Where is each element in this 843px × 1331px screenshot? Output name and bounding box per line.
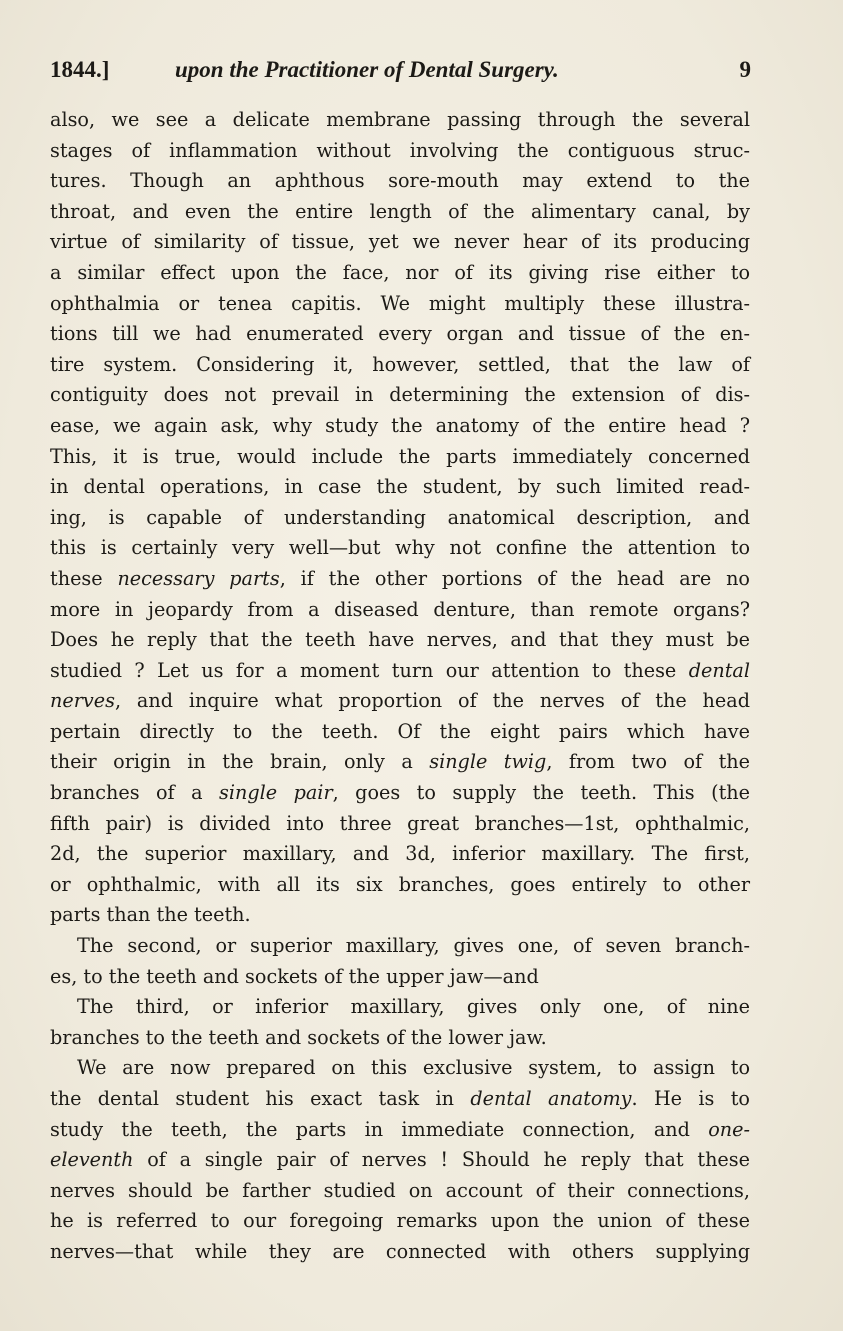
line-text: tions till we had enumerated every organ and tissue of the en- [50, 322, 750, 346]
text-line [50, 1053, 750, 1084]
line-text: virtue of similarity of tissue, yet we never hear of its producing [50, 230, 750, 254]
line-text: this is certainly very well—but why not confine the attention to [50, 536, 750, 560]
text-line [50, 533, 750, 564]
text-line [50, 686, 750, 717]
text-line [50, 931, 750, 962]
emphasis-text: single twig [429, 750, 547, 774]
page-number: 9 [739, 57, 751, 82]
line-text: their origin in the brain, only a [50, 750, 430, 774]
running-head [50, 57, 751, 85]
text-line [50, 1145, 750, 1176]
text-line [50, 992, 750, 1023]
line-text: ophthalmia or tenea capitis. We might multiply these illustra- [50, 291, 750, 315]
line-text: tures. Though an aphthous sore-mouth may extend to the [50, 169, 750, 193]
emphasis-text: nerves [50, 689, 115, 713]
line-text: the dental student his exact task in [50, 1087, 471, 1110]
text-line [50, 656, 750, 687]
emphasis-text: dental [688, 658, 750, 682]
text-line [50, 136, 750, 167]
text-line [50, 289, 750, 320]
line-text: , goes to supply the teeth. This (the [332, 781, 750, 805]
text-line [50, 197, 750, 228]
text-line [50, 380, 750, 411]
text-line [50, 1206, 750, 1237]
line-text: This, it is true, would include the parts immediately concerned [50, 444, 750, 468]
text-line [50, 778, 750, 809]
body-text [50, 105, 750, 1268]
text-line [50, 105, 750, 136]
line-text: in dental operations, in case the student, by such limited read- [50, 475, 750, 499]
text-line [50, 350, 750, 381]
text-line [50, 870, 750, 901]
line-text: these [50, 566, 118, 590]
text-line [50, 411, 750, 442]
emphasis-text: single pair [219, 781, 333, 805]
line-text: 2d, the superior maxillary, and 3d, inferior maxillary. The first, [50, 842, 750, 866]
line-text: es, to the teeth and sockets of the upper jaw—and [50, 964, 539, 988]
line-text: The third, or inferior maxillary, gives only one, of nine [77, 995, 750, 1019]
line-text: he is referred to our foregoing remarks upon the union of these [50, 1209, 750, 1233]
text-line [50, 166, 750, 197]
text-line [50, 564, 750, 595]
line-text: ing, is capable of understanding anatomical description, and [50, 505, 750, 529]
text-line [50, 747, 750, 778]
line-text: pertain directly to the teeth. Of the eight pairs which have [50, 719, 750, 743]
line-text: , from two of the [546, 750, 751, 774]
header-title: upon the Practitioner of Dental Surgery. [175, 57, 559, 82]
line-text: studied ? Let us for a moment turn our attention to these [50, 658, 689, 682]
text-line [50, 962, 750, 993]
text-line [50, 595, 750, 626]
line-text: parts than the teeth. [50, 903, 251, 927]
text-line [50, 1115, 750, 1146]
text-line [50, 1176, 750, 1207]
line-text: branches to the teeth and sockets of the lower jaw. [50, 1025, 547, 1049]
text-line [50, 1084, 750, 1115]
line-text: . He is to [631, 1087, 750, 1110]
emphasis-text: eleventh [50, 1148, 134, 1172]
line-text: tire system. Considering it, however, settled, that the law of [50, 352, 750, 376]
header-year: 1844.] [50, 57, 110, 82]
emphasis-text: one- [708, 1117, 750, 1141]
line-text: , if the other portions of the head are no [279, 566, 750, 590]
text-line [50, 503, 750, 534]
line-text: more in jeopardy from a diseased denture, than remote organs? [50, 597, 750, 621]
text-line [50, 319, 750, 350]
line-text: a similar effect upon the face, nor of its giving rise either to [50, 260, 750, 284]
emphasis-text: necessary parts [117, 566, 280, 590]
text-line [50, 227, 750, 258]
text-line [50, 625, 750, 656]
line-text: ease, we again ask, why study the anatomy of the entire head ? [50, 413, 750, 437]
line-text: We are now prepared on this exclusive system, to assign to [77, 1056, 750, 1080]
text-line [50, 442, 750, 473]
line-text: of a single pair of nerves ! Should he reply that these [133, 1148, 750, 1172]
line-text: nerves should be farther studied on account of their connections, [50, 1178, 750, 1202]
line-text: or ophthalmic, with all its six branches, goes entirely to other [50, 872, 750, 896]
text-line [50, 809, 750, 840]
line-text: study the teeth, the parts in immediate connection, and [50, 1117, 709, 1141]
line-text: branches of a [50, 781, 220, 805]
text-line [50, 258, 750, 289]
text-line [50, 472, 750, 503]
text-line [50, 900, 750, 931]
line-text: The second, or superior maxillary, gives one, of seven branch- [77, 934, 750, 958]
line-text: , and inquire what proportion of the nerves of the head [114, 689, 750, 713]
line-text: contiguity does not prevail in determining the extension of dis- [50, 383, 750, 407]
line-text: fifth pair) is divided into three great branches—1st, ophthalmic, [50, 811, 750, 835]
line-text: Does he reply that the teeth have nerves, and that they must be [50, 628, 750, 652]
line-text: stages of inflammation without involving the contiguous struc- [50, 138, 750, 162]
text-line [50, 839, 750, 870]
line-text: throat, and even the entire length of the alimentary canal, by [50, 199, 750, 223]
text-line [50, 1023, 750, 1054]
line-text: nerves—that while they are connected with others supplying [50, 1239, 750, 1263]
emphasis-text: dental anatomy [470, 1087, 632, 1110]
line-text: also, we see a delicate membrane passing through the several [50, 108, 750, 131]
text-line [50, 717, 750, 748]
text-line [50, 1237, 750, 1268]
